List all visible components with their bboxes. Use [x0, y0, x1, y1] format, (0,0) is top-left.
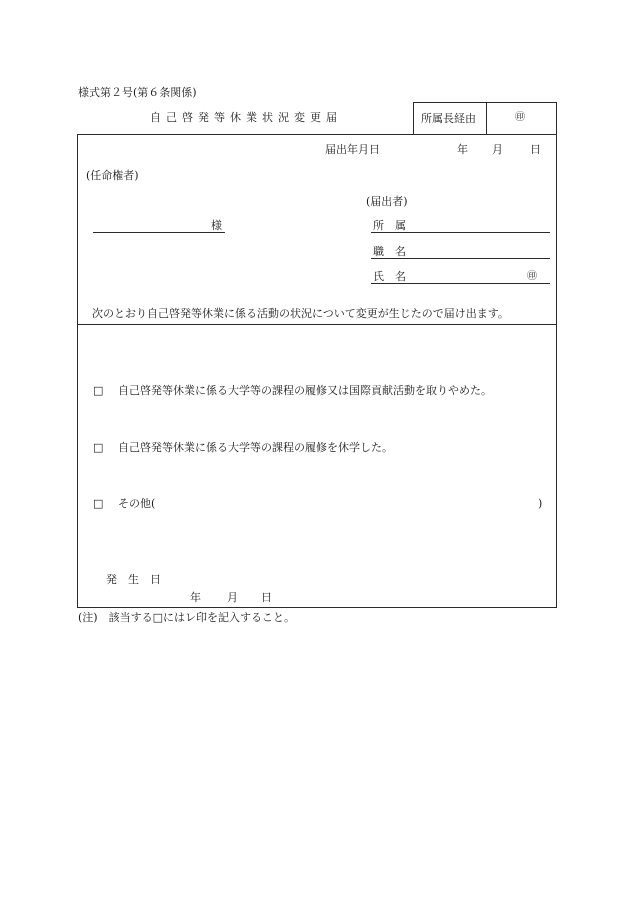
option-3-text: その他( — [118, 497, 156, 510]
option-2-checkbox[interactable]: □ — [93, 441, 104, 454]
approval-seal-mark: ㊞ — [515, 112, 525, 123]
option-3-close-paren: ) — [538, 497, 543, 510]
position-underline — [371, 258, 550, 259]
appointer-underline — [93, 232, 225, 233]
occurrence-date-month: 月 — [227, 591, 238, 604]
section-divider — [77, 324, 557, 325]
submitter-affiliation-label: 所 属 — [373, 219, 406, 232]
footnote: (注) 該当する□にはレ印を記入すること。 — [78, 611, 295, 624]
occurrence-date-year: 年 — [190, 591, 201, 604]
option-1-text: 自己啓発等休業に係る大学等の課程の履修又は国際貢献活動を取りやめた。 — [118, 384, 492, 397]
form-frame — [77, 134, 557, 608]
occurrence-date-day: 日 — [261, 591, 272, 604]
filing-date-month: 月 — [492, 143, 503, 156]
submitter-name-label: 氏 名 — [373, 270, 406, 283]
approval-box — [413, 102, 557, 135]
appointer-label: (任命権者) — [86, 169, 139, 182]
occurrence-date-label: 発 生 日 — [106, 573, 161, 586]
submitter-label: (届出者) — [366, 195, 408, 208]
option-3-checkbox[interactable]: □ — [93, 497, 104, 510]
option-2-text: 自己啓発等休業に係る大学等の課程の履修を休学した。 — [118, 441, 393, 454]
submitter-position-label: 職 名 — [373, 245, 406, 258]
option-1-checkbox[interactable]: □ — [93, 384, 104, 397]
submitter-seal-mark: ㊞ — [527, 271, 537, 282]
name-underline — [371, 283, 550, 284]
statement-text: 次のとおり自己啓発等休業に係る活動の状況について変更が生じたので届け出ます。 — [92, 307, 509, 320]
form-title: 自己啓発等休業状況変更届 — [150, 111, 342, 124]
form-number: 様式第２号(第６条関係) — [78, 86, 197, 99]
appointer-honorific: 様 — [211, 219, 222, 232]
filing-date-label: 届出年月日 — [325, 143, 380, 156]
filing-date-year: 年 — [457, 143, 468, 156]
approval-label: 所属長経由 — [421, 112, 476, 125]
affiliation-underline — [371, 232, 550, 233]
filing-date-day: 日 — [530, 143, 541, 156]
